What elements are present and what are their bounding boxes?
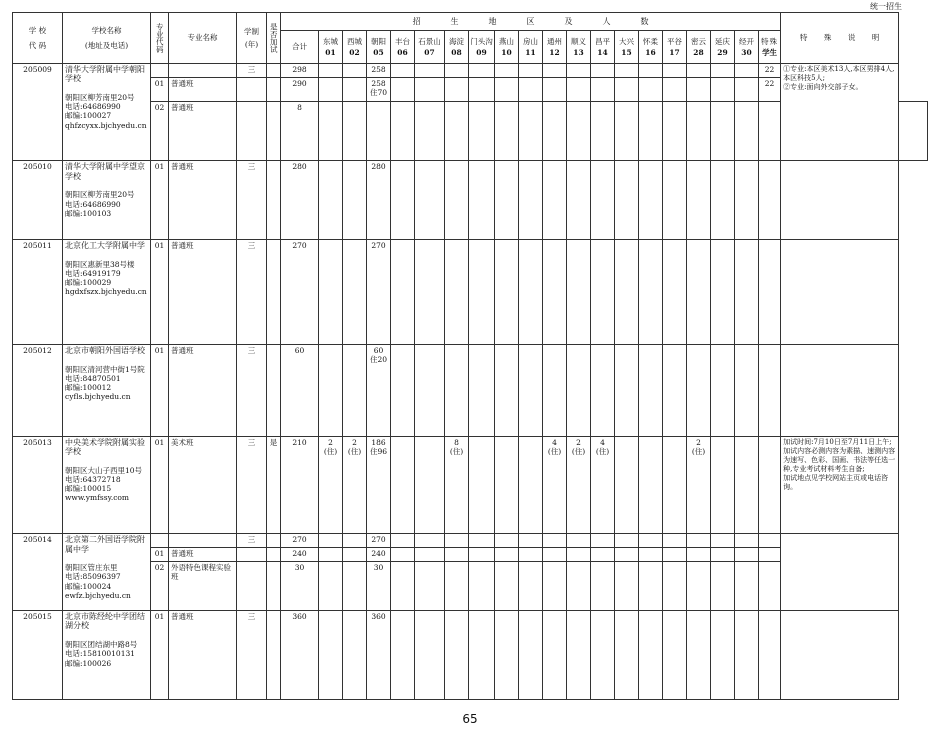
table-row [13,63,928,77]
header-district: 房山 11 [519,31,543,63]
major-code: 01 [151,547,169,561]
chaoyang-count: 270 [367,239,391,344]
header-school-name: 学校名称 (地址及电话) [63,13,151,64]
shunyi-count: 2 (住) [567,436,591,533]
school-code: 205012 [13,345,63,436]
header-district: 延庆 29 [711,31,735,63]
major-code: 01 [151,77,169,101]
years: 三 [237,436,267,533]
school-code: 205015 [13,610,63,699]
notes: 加试时间:7月10日至7月11日上午; 加试内容必测内容为素描、速测内容为速写、色彩、国画、书法等任选一种,专业考试材料考生自备; 加试地点见学校网站主页或电话咨询。 [781,436,899,533]
table-row [13,239,928,344]
chaoyang-count: 60 住20 [367,345,391,436]
header-region-title: 招生地区及人数 [281,13,781,31]
header-district: 丰台 06 [391,31,415,63]
major-name: 普通班 [169,239,237,344]
header-district: 朝阳 05 [367,31,391,63]
school-code: 205011 [13,239,63,344]
major-code: 01 [151,345,169,436]
chaoyang-count: 240 [367,547,391,561]
miyun-count: 2 (住) [687,436,711,533]
extra-test: 是 [267,436,281,533]
school-info: 北京第二外国语学院附属中学 朝阳区管庄东里 电话:85096397 邮编:100024 ewfz.bjchyedu.cn [63,533,151,610]
major-code: 01 [151,160,169,239]
major-name: 普通班 [169,547,237,561]
total: 210 [281,436,319,533]
dongcheng-count: 2 (住) [319,436,343,533]
years: 三 [237,63,267,77]
school-code: 205009 [13,63,63,160]
header-district: 东城 01 [319,31,343,63]
header-special-students: 特殊 学生 [759,31,781,63]
chaoyang-count: 258 [367,63,391,77]
chaoyang-count: 30 [367,562,391,611]
header-district: 顺义 13 [567,31,591,63]
school-info: 清华大学附属中学朝阳学校 朝阳区柳芳南里20号 电话:64686990 邮编:100027 qhfzcyxx.bjchyedu.cn [63,63,151,160]
header-district: 海淀 08 [445,31,469,63]
chaoyang-count: 270 [367,533,391,547]
school-info: 北京化工大学附属中学 朝阳区惠新里38号楼 电话:64919179 邮编:100029 hgdxfszx.bjchyedu.cn [63,239,151,344]
school-info: 清华大学附属中学望京学校 朝阳区柳芳南里20号 电话:64686990 邮编:100103 [63,160,151,239]
chaoyang-count: 280 [367,160,391,239]
school-code: 205014 [13,533,63,610]
header-major-code: 专业代码 [151,13,169,64]
header-district: 怀柔 16 [639,31,663,63]
major-name: 普通班 [169,160,237,239]
table-row [13,436,928,533]
notes: ①专业:本区美术13人,本区男排4人,本区科技5人; ②专业:面向外交部子女。 [781,63,899,160]
major-code: 02 [151,562,169,611]
page-number: 65 [462,712,478,726]
total: 360 [281,610,319,699]
header-district: 昌平 14 [591,31,615,63]
major-name: 美术班 [169,436,237,533]
total: 8 [281,102,319,161]
tongzhou-count: 4 (住) [543,436,567,533]
total: 298 [281,63,319,77]
table-row [13,533,928,547]
header-district: 燕山 10 [495,31,519,63]
major-name: 普通班 [169,102,237,161]
major-name: 普通班 [169,345,237,436]
school-code: 205010 [13,160,63,239]
chaoyang-count: 360 [367,610,391,699]
total: 60 [281,345,319,436]
school-info: 北京市朝阳外国语学校 朝阳区清河营中街1号院 电话:84870501 邮编:100012 cyfls.bjchyedu.cn [63,345,151,436]
header-district: 大兴 15 [615,31,639,63]
header-district: 经开 30 [735,31,759,63]
total: 290 [281,77,319,101]
major-code: 01 [151,239,169,344]
major-code: 01 [151,436,169,533]
major-code: 01 [151,610,169,699]
years: 三 [237,345,267,436]
header-years: 学制 (年) [237,13,267,64]
years: 三 [237,610,267,699]
major-name: 普通班 [169,77,237,101]
header-school-code: 学 校 代 码 [13,13,63,64]
header-extra-test: 是否加试 [267,13,281,64]
school-code: 205013 [13,436,63,533]
changping-count: 4 (住) [591,436,615,533]
years: 三 [237,533,267,547]
major-name: 外语特色课程实验班 [169,562,237,611]
header-district: 密云 28 [687,31,711,63]
total: 270 [281,239,319,344]
header-district: 平谷 17 [663,31,687,63]
header-total: 合计 [281,31,319,63]
chaoyang-count: 258 住70 [367,77,391,101]
total: 240 [281,547,319,561]
header-row-1 [13,13,928,31]
header-major-name: 专业名称 [169,13,237,64]
corner-label: 统一招生 [870,2,902,11]
header-district: 门头沟 09 [469,31,495,63]
table-row [13,345,928,436]
major-name: 普通班 [169,610,237,699]
haidian-count: 8 (住) [445,436,469,533]
admission-table [12,12,928,700]
special-count: 22 [759,77,781,101]
total: 280 [281,160,319,239]
header-district: 西城 02 [343,31,367,63]
total: 30 [281,562,319,611]
table-row [13,160,928,239]
school-info: 北京市陈经纶中学团结湖分校 朝阳区团结湖中路8号 电话:15810010131 邮编:100026 [63,610,151,699]
chaoyang-count: 186 住96 [367,436,391,533]
header-notes: 特 殊 说 明 [781,13,899,64]
school-info: 中央美术学院附属实验学校 朝阳区大山子西里10号 电话:64372718 邮编:100015 www.ymfssy.com [63,436,151,533]
special-count: 22 [759,63,781,77]
major-code: 02 [151,102,169,161]
header-district: 石景山 07 [415,31,445,63]
table-row [13,610,928,699]
xicheng-count: 2 (住) [343,436,367,533]
years: 三 [237,239,267,344]
years: 三 [237,160,267,239]
header-district: 通州 12 [543,31,567,63]
total: 270 [281,533,319,547]
